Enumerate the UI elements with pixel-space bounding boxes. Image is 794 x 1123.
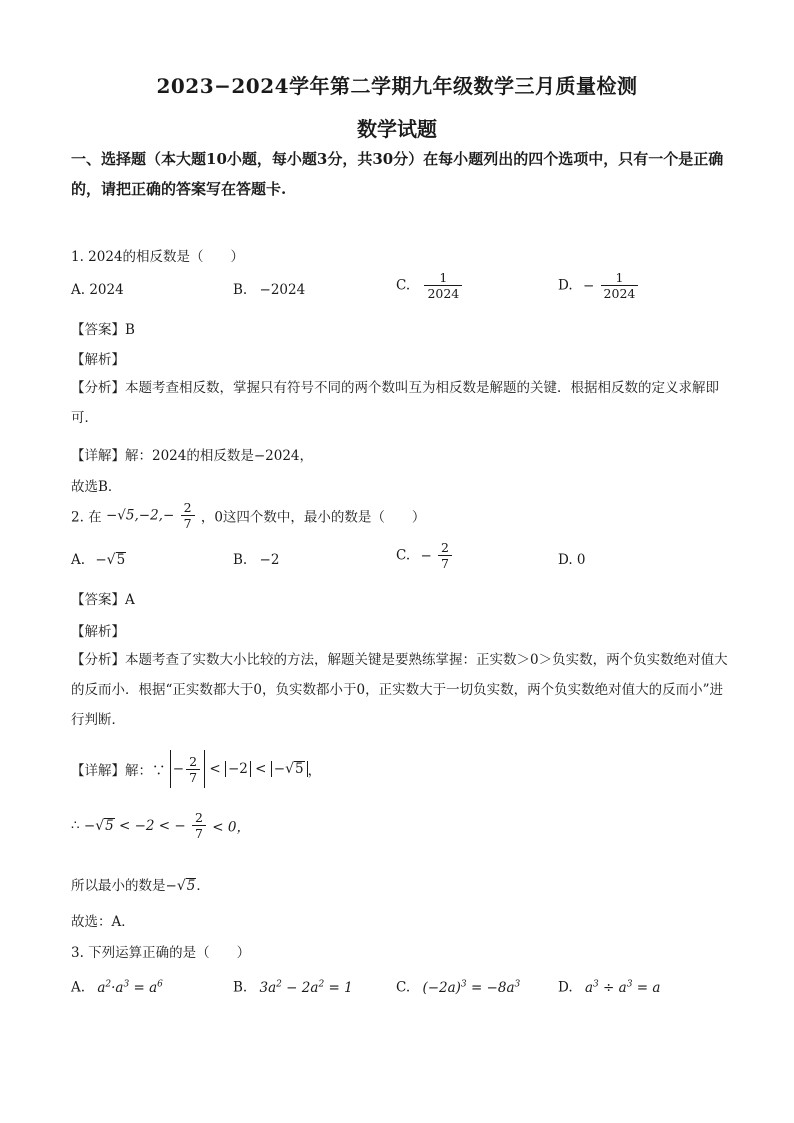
q2-fenxi-text: 本题考查了实数大小比较的方法，解题关键是要熟练掌握：正实数＞0＞负实数，两个负实数绝对值大的反而小．根据“正实数都大于0，负实数都小于0，正实数大于一切负实数，两个负实数绝对值大的反而小”进行判断． <box>71 652 728 728</box>
q1-option-c <box>396 270 464 301</box>
q1-option-d-sign: − <box>582 277 595 294</box>
q2-option-c: C. − $\frac{2}{7}$ <box>396 540 454 571</box>
q3-option-b: B. $3a^2 - 2a^2 = 1$ <box>233 979 353 996</box>
q1-option-d-denominator: 2024 <box>601 285 639 301</box>
q2-option-b-value: −2 <box>259 552 280 568</box>
q3-option-a-label: A. <box>71 979 86 996</box>
q2-stem-numbers: −√5,−2,− <box>105 507 175 524</box>
q1-xiangjie <box>71 444 313 464</box>
page-title: 2023−2024学年第二学期九年级数学三月质量检测 <box>156 74 638 98</box>
q1-analysis-tag: 【解析】 <box>71 352 125 368</box>
q3-stem: 3. 下列运算正确的是（ ） <box>71 945 251 961</box>
q2-option-c-fraction <box>438 540 452 571</box>
q1-option-a-label: A. <box>71 282 86 298</box>
q1-xiangjie-text: 解：2024的相反数是−2024， <box>125 448 314 464</box>
q1-stem: 1. 2024的相反数是（ ） <box>71 249 245 265</box>
q1-option-d <box>558 270 640 301</box>
q1-option-b <box>233 282 305 298</box>
q1-choice: 故选B． <box>71 479 122 495</box>
q2-answer-value: A <box>125 592 135 608</box>
q1-option-b-label: B. <box>233 282 248 298</box>
q1-option-d-numerator: 1 <box>615 270 624 285</box>
q2-abs-sqrt5: −√5 <box>271 761 308 777</box>
q2-therefore-line: ∴ −√5 < −2 < − $\frac{2}{7}$ < 0， <box>71 810 250 841</box>
q2-xiangjie: 【详解】解：∵ − $\frac{2}{7}$ < −2 < −√5 ， <box>71 750 321 788</box>
q1-option-a-value: 2024 <box>89 282 124 298</box>
q2-option-d: D. 0 <box>558 552 586 568</box>
q2-answer-tag: 【答案】 <box>71 592 125 608</box>
q2-option-a-radicand: 5 <box>116 552 126 568</box>
q2-xiangjie-tag: 【详解】 <box>71 763 125 779</box>
q2-option-a-expression: −√5 <box>95 552 126 568</box>
q2-stem <box>71 500 425 531</box>
q1-fenxi-text: 本题考查相反数，掌握只有符号不同的两个数叫互为相反数是解题的关键．根据相反数的定义求解即可． <box>71 380 719 426</box>
q2-abs-neg2: −2 <box>225 761 251 777</box>
q1-option-d-fraction <box>601 270 639 301</box>
q1-option-c-fraction <box>424 270 462 301</box>
q2-choice: 故选：A． <box>71 914 135 930</box>
q1-option-b-value: −2024 <box>259 282 306 298</box>
q1-option-c-numerator: 1 <box>439 270 448 285</box>
q2-fenxi <box>71 645 731 735</box>
q3-option-c: C. $(-2a)^3 = -8a^3$ <box>396 979 521 996</box>
q3-option-a: A. $a^2\cdot a^3 = a^6$ <box>71 979 163 996</box>
q1-fenxi <box>71 373 731 433</box>
q2-stem-fraction-numerator: 2 <box>183 500 192 515</box>
q2-option-c-denominator: 7 <box>438 555 452 571</box>
q1-answer-tag: 【答案】 <box>71 322 125 338</box>
q1-answer <box>71 318 135 338</box>
q2-conclusion-text: 所以最小的数是 <box>71 878 166 894</box>
q1-answer-value: B <box>125 322 135 338</box>
q2-option-a <box>71 552 126 568</box>
q1-option-a <box>71 282 124 298</box>
q2-stem-suffix: ，0这四个数中，最小的数是（ ） <box>200 509 426 526</box>
q3-option-b-label: B. <box>233 979 248 996</box>
q2-answer <box>71 588 135 608</box>
q1-fenxi-tag: 【分析】 <box>71 380 125 396</box>
q1-option-c-denominator: 2024 <box>424 285 462 301</box>
q2-abs-fraction: − $\frac{2}{7}$ <box>170 750 205 788</box>
q3-option-d-label: D. <box>558 979 573 996</box>
section-heading: 一、选择题（本大题10小题，每小题3分，共30分）在每小题列出的四个选项中，只有一个是正确的，请把正确的答案写在答题卡. <box>71 150 724 198</box>
q2-fenxi-tag: 【分析】 <box>71 652 125 668</box>
q2-option-b <box>233 552 279 568</box>
q1-option-c-label: C. <box>396 277 411 294</box>
q2-option-b-label: B. <box>233 552 248 568</box>
q2-xiangjie-prefix: 解：∵ <box>125 763 166 779</box>
q1-option-d-label: D. <box>558 277 573 294</box>
q1-xiangjie-tag: 【详解】 <box>71 448 125 464</box>
q2-therefore-symbol: ∴ <box>71 817 80 834</box>
q2-stem-prefix: 2. 在 <box>71 509 102 526</box>
q2-analysis-tag: 【解析】 <box>71 624 125 640</box>
q3-option-d: D. $a^3 \div a^3 = a$ <box>558 979 661 996</box>
page-subtitle: 数学试题 <box>357 117 437 141</box>
q3-option-c-label: C. <box>396 979 411 996</box>
q2-option-a-label: A. <box>71 552 86 568</box>
q2-stem-fraction <box>181 500 195 531</box>
q2-option-c-numerator: 2 <box>441 540 449 555</box>
q2-option-c-label: C. <box>396 547 411 564</box>
q2-conclusion: 所以最小的数是−√5． <box>71 878 210 894</box>
q2-stem-fraction-denominator: 7 <box>181 515 195 531</box>
